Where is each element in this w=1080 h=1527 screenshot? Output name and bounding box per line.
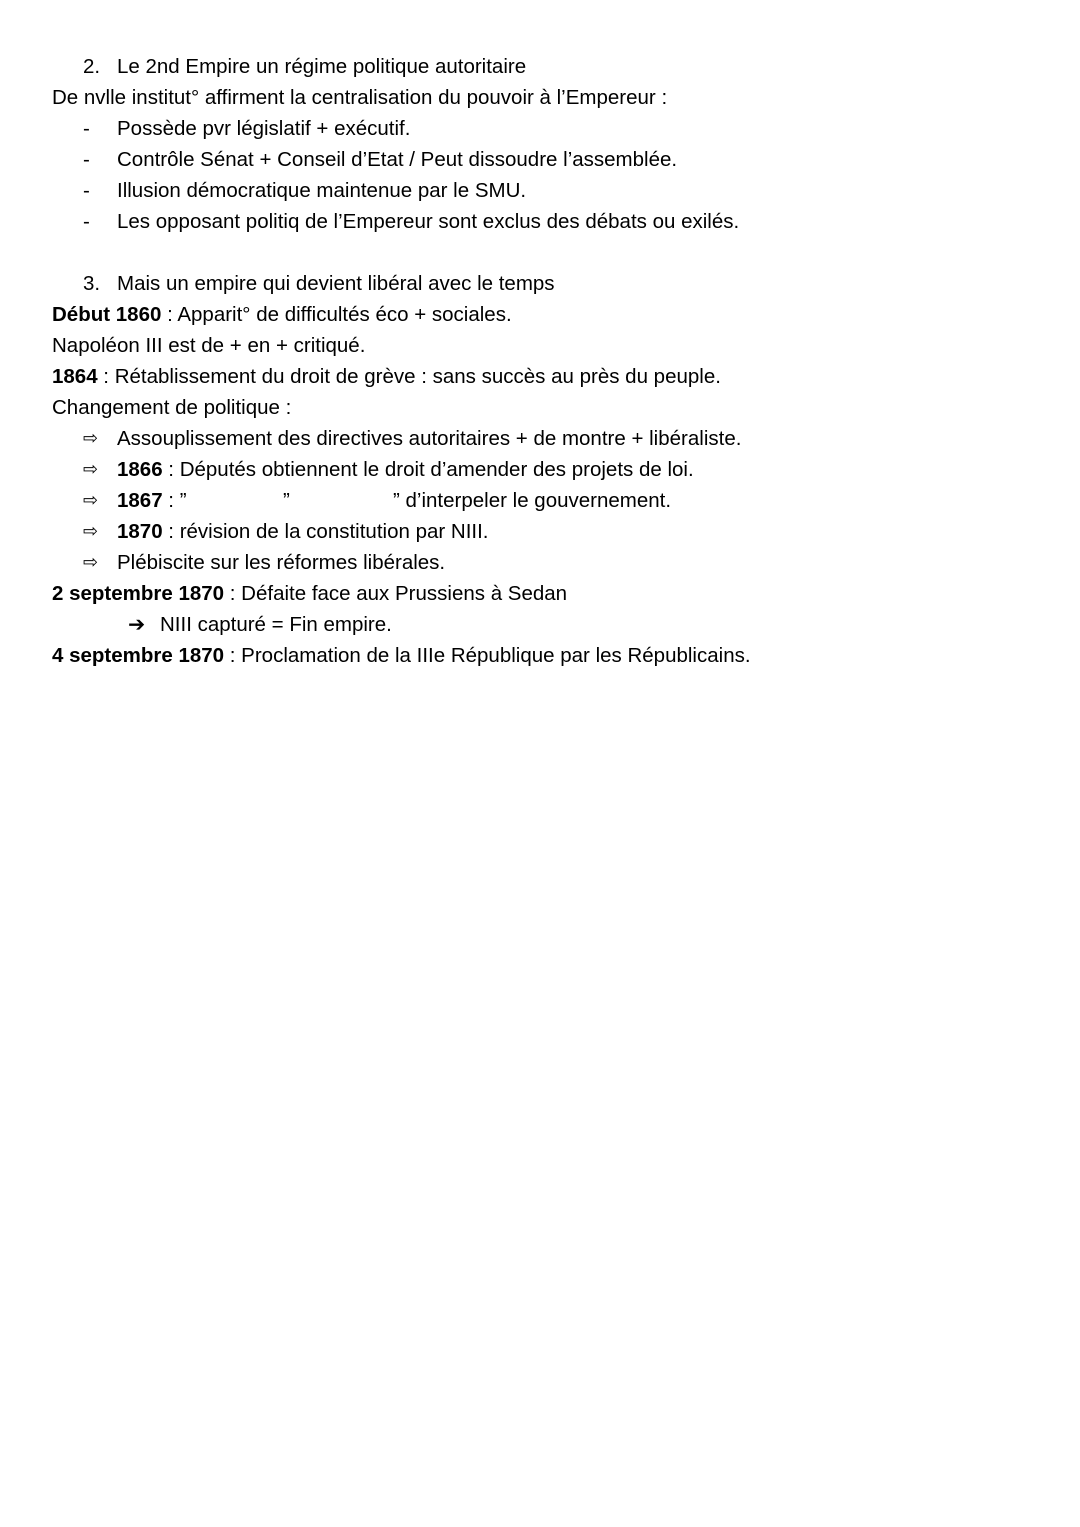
sept4-line — [52, 640, 751, 671]
dash-bullet-icon: - — [83, 117, 90, 140]
date-text: : Proclamation de la IIIe République par les Républicains. — [224, 644, 751, 667]
date-text: : Défaite face aux Prussiens à Sedan — [224, 582, 568, 605]
changement-line: Changement de politique : — [52, 396, 292, 419]
dash-bullet-icon: - — [83, 210, 90, 233]
section-2-intro: De nvlle institut° affirment la centralisation du pouvoir à l’Empereur : — [52, 86, 668, 109]
list-item-text: Les opposant politiq de l’Empereur sont exclus des débats ou exilés. — [117, 210, 740, 233]
napoleon-line: Napoléon III est de + en + critiqué. — [52, 334, 366, 357]
section-2-number: 2. — [83, 55, 101, 78]
arrow-item-text: Assouplissement des directives autoritaires + de montre + libéraliste. — [117, 427, 742, 450]
section-3-number: 3. — [83, 272, 101, 295]
y1864-line — [52, 361, 721, 392]
section-3-title: Mais un empire qui devient libéral avec le temps — [117, 272, 555, 295]
list-item-text: Illusion démocratique maintenue par le SMU. — [117, 179, 527, 202]
sept2-line — [52, 578, 567, 609]
date-label: 4 septembre 1870 — [52, 644, 225, 667]
solid-arrow-icon: ➔ — [128, 613, 146, 636]
hollow-arrow-icon: ⇨ — [83, 490, 99, 510]
date-label: 2 septembre 1870 — [52, 582, 225, 605]
hollow-arrow-icon: ⇨ — [83, 552, 99, 572]
list-item-text: Possède pvr législatif + exécutif. — [117, 117, 411, 140]
date-label: 1866 — [117, 458, 163, 481]
debut-1860-line — [52, 299, 512, 330]
dash-bullet-icon: - — [83, 179, 90, 202]
date-label: 1870 — [117, 520, 163, 543]
hollow-arrow-icon: ⇨ — [83, 521, 99, 541]
date-label: Début 1860 — [52, 303, 162, 326]
date-text: : Apparit° de difficultés éco + sociales. — [161, 303, 512, 326]
section-2-title: Le 2nd Empire un régime politique autoritaire — [117, 55, 527, 78]
ditto-mark: : ” — [162, 489, 187, 512]
date-label: 1864 — [52, 365, 98, 388]
date-text: : Rétablissement du droit de grève : sans succès au près du peuple. — [97, 365, 721, 388]
dash-bullet-icon: - — [83, 148, 90, 171]
arrow-item-text: : révision de la constitution par NIII. — [162, 520, 489, 543]
hollow-arrow-icon: ⇨ — [83, 459, 99, 479]
arrow-item-text: : Députés obtiennent le droit d’amender des projets de loi. — [162, 458, 694, 481]
captured-text: NIII capturé = Fin empire. — [160, 613, 392, 636]
ditto-mark: ” — [283, 489, 290, 512]
hollow-arrow-icon: ⇨ — [83, 428, 99, 448]
list-item-text: Contrôle Sénat + Conseil d’Etat / Peut dissoudre l’assemblée. — [117, 148, 678, 171]
arrow-item-text: Plébiscite sur les réformes libérales. — [117, 551, 446, 574]
date-label: 1867 — [117, 489, 163, 512]
arrow-item-text: ” d’interpeler le gouvernement. — [393, 489, 672, 512]
